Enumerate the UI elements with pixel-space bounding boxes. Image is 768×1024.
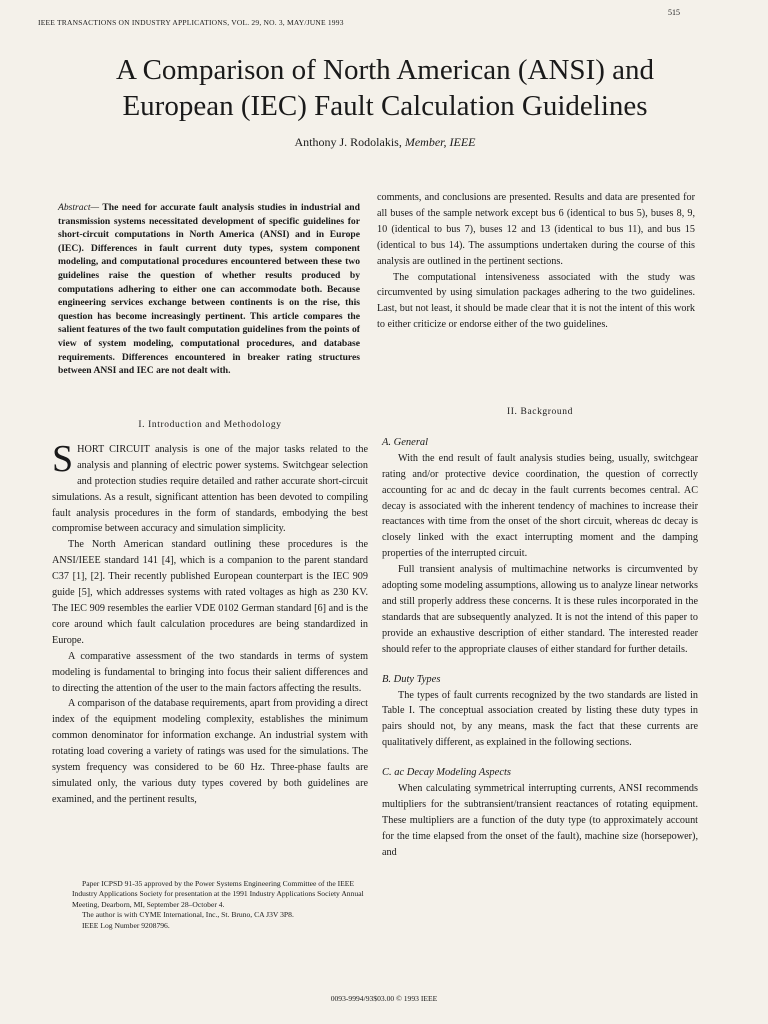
- paragraph: Full transient analysis of multimachine networks is circumvented by adopting some modeling assumptions, allowing us to analyze linear networks and still properly address these concerns. It is these rules incorporated in the standards that are subsequently analyzed. It is not the intend of this paper to provide an exhaustive description of either standard. The interested reader should refer to the appropriate clauses of either standard for further details.: [382, 564, 698, 655]
- paragraph: A comparison of the database requirements, apart from providing a direct index of the equipment modeling complexity, establishes the minimum common denominator for information exchange. An industrial system with rotating load covering a variety of ratings was used for the simulations. The system frequency was considered to be 60 Hz. Three-phase faults are simulated only, the various duty types covered by both guidelines are examined, and the pertinent results,: [52, 698, 368, 805]
- paragraph: The computational intensiveness associated with the study was circumvented by using simulation packages adhering to the two guidelines. Last, but not least, it should be made clear that it is not the intent of this work to either criticize or endorse either of the two guidelines.: [377, 271, 695, 331]
- subsection-heading-c: C. ac Decay Modeling Aspects: [382, 767, 511, 779]
- paragraph: The North American standard outlining these procedures is the ANSI/IEEE standard 141 [4], which is a companion to the parent standard C37 [1], [2]. Their recently published European counterpart is the IEC 909 guide [5], which addresses systems with rated voltages as high as 230 KV. The IEC 909 resembles the earlier VDE 0102 German standard [6] and is the core around which fault calculation procedures are being standardized in Europe.: [52, 539, 368, 646]
- lead-text: analysis is one of the major tasks related to the analysis and planning of electric power systems. Switchgear selection and protection studies require detailed and rather accurate short-circuit simulations. As a result, significant attention has been devoted to compiling fault analysis procedures in the form of standards, embodying the best compromise between accuracy and simulation simplicity.: [52, 443, 368, 535]
- section-heading-1: I. Introduction and Methodology: [138, 420, 282, 430]
- right-column-body: [382, 407, 698, 861]
- paragraph: A comparative assessment of the two standards in terms of system modeling is fundamental to bringing into focus their salient differences and to directing the attention of the user to the main factors affecting the results.: [52, 650, 368, 694]
- footnote: Paper ICPSD 91-35 approved by the Power Systems Engineering Committee of the IEEE Industry Applications Society for presentation at the 1991 Industry Applications Society Annual Meeting, Dearborn, MI, September 28–October 4.: [72, 879, 364, 909]
- subsection-heading-a: A. General: [382, 436, 429, 448]
- drop-cap: S: [52, 437, 74, 480]
- section-heading-2: II. Background: [507, 407, 573, 417]
- abstract: [58, 201, 360, 378]
- paragraph: With the end result of fault analysis studies being, usually, switchgear rating and/or protective device coordination, the question of correctly accounting for ac and dc decay in the fault currents becomes central. AC decay is associated with the inherent tendency of machines to increase their reactances with time from the onset of the short circuit, whereas dc decay is closely linked with the exact interrupting moment and the damping properties of the interrupted circuit.: [382, 452, 698, 560]
- footnote: The author is with CYME International, Inc., St. Bruno, CA J3V 3P8.: [82, 910, 294, 920]
- paper-title: [30, 52, 740, 124]
- left-column-body: [52, 420, 368, 808]
- intro-paragraph: [52, 437, 368, 537]
- paragraph: The types of fault currents recognized by the two standards are listed in Table I. The conceptual association created by listing these duty types in pairs should not, by any means, mask the fact that these currents are qualitatively different, as explained in the following sections.: [382, 689, 698, 749]
- author-line: [30, 135, 740, 150]
- copyright-footer: 0093-9994/93$03.00 © 1993 IEEE: [330, 994, 438, 1003]
- paragraph: comments, and conclusions are presented. Results and data are presented for all buses of the sample network except bus 6 (identical to bus 5), buses 8, 9, 10 (identical to bus 7), buses 12 and 13 (identical to bus 11), and bus 15 (identical to bus 14). The assumptions undertaken during the course of this analysis are outlined in the pertinent sections.: [377, 192, 695, 267]
- abstract-text: The need for accurate fault analysis studies in industrial and transmission systems necessitated development of specific guidelines for short-circuit computations in North America (ANSI) and in Europe (IEC). Differences in fault current duty types, system component modeling, and computational procedures encountered between these two guidelines raise the question of whether results produced by computations adhering to either one can accommodate both. Because engineering services exchange between continents is on the rise, this question has become increasingly pertinent. This article compares the salient features of the two fault computation guidelines from the points of view of system modeling, computational procedures, and database requirements. Differences encountered in breaker rating structures between ANSI and IEC are not dealt with.: [58, 202, 360, 377]
- author-affiliation: Member, IEEE: [404, 135, 476, 149]
- author-name: Anthony J. Rodolakis,: [294, 135, 402, 149]
- paragraph: When calculating symmetrical interrupting currents, ANSI recommends multipliers for the subtransient/transient reactances of rotating equipment. These multipliers are a function of the duty type (to approximately account for the time elapsed from the onset of the fault), machine size (horsepower), and: [382, 783, 698, 858]
- footnotes: [72, 879, 368, 931]
- abstract-label: Abstract—: [58, 202, 100, 213]
- right-column-top: [377, 190, 695, 333]
- running-head: IEEE TRANSACTIONS ON INDUSTRY APPLICATIONS, VOL. 29, NO. 3, MAY/JUNE 1993: [38, 18, 344, 27]
- lead-caps: HORT CIRCUIT: [77, 443, 150, 455]
- subsection-heading-b: B. Duty Types: [382, 673, 441, 685]
- page-number: 515: [668, 8, 680, 17]
- title-line-2: European (IEC) Fault Calculation Guidelines: [122, 90, 648, 122]
- footnote: IEEE Log Number 9208796.: [82, 920, 170, 930]
- title-line-1: A Comparison of North American (ANSI) and: [115, 54, 654, 86]
